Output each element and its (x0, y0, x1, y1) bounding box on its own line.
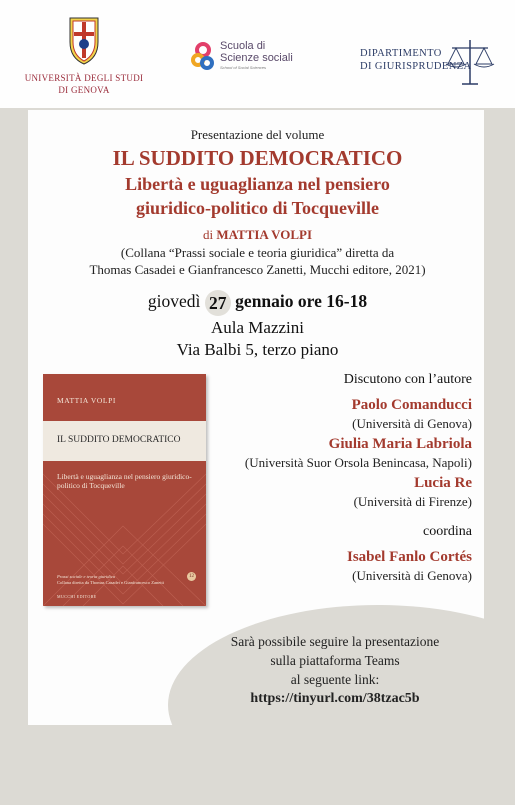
date-rest: gennaio ore 16-18 (235, 291, 368, 312)
dipartimento-line1: DIPARTIMENTO (360, 48, 442, 59)
cover-title: IL SUDDITO DEMOCRATICO (57, 435, 181, 445)
chair-heading: coordina (423, 524, 472, 539)
discussant-affiliation: (Università Suor Orsola Benincasa, Napoli) (244, 455, 472, 470)
scuola-line2: Scienze sociali (220, 52, 293, 64)
day-label: giovedì (147, 291, 201, 312)
cover-pattern (43, 374, 206, 606)
book-cover (43, 374, 206, 606)
intro-text: Presentazione del volume (190, 127, 325, 142)
cover-subtitle: Libertà e uguaglianza nel pensiero giuridico-politico di Tocqueville (57, 472, 192, 490)
chair-affiliation: (Università di Genova) (352, 568, 472, 583)
scuola-logo (190, 40, 330, 80)
unige-logo (24, 14, 144, 94)
justice-figure-icon (440, 34, 500, 94)
footer-line3: al seguente link: (290, 672, 380, 687)
discussant-name: Giulia Maria Labriola (328, 436, 472, 452)
scuola-swirl-icon (190, 42, 216, 72)
teams-link[interactable]: https://tinyurl.com/38tzac5b (250, 691, 420, 706)
footer-line1: Sarà possibile seguire la presentazione (230, 634, 440, 649)
discussant-affiliation: (Università di Genova) (352, 416, 472, 431)
discussant-name: Lucia Re (414, 475, 472, 491)
unige-name-line2: DI GENOVA (58, 85, 110, 95)
header-bar (0, 0, 515, 108)
chair-name: Isabel Fanlo Cortés (347, 549, 472, 565)
discussants-heading: Discutono con l’autore (343, 372, 472, 387)
by-label: di (202, 227, 214, 242)
unige-name-line1: UNIVERSITÀ DEGLI STUDI (24, 73, 144, 83)
book-subtitle-line2: giuridico-politico di Tocqueville (135, 198, 380, 218)
scuola-line3: School of Social Sciences (220, 65, 267, 70)
cover-series-name: Prassi sociale e teoria giuridica (57, 574, 115, 579)
dipartimento-line2: DI GIURISPRUDENZA (360, 61, 472, 72)
unige-crest-icon (64, 14, 104, 66)
date-number: 27 (205, 290, 231, 316)
book-subtitle-line1: Libertà e uguaglianza nel pensiero (125, 174, 390, 194)
series-line1: (Collana “Prassi sociale e teoria giuridica” diretta da (120, 245, 395, 260)
discussant-name: Paolo Comanducci (351, 397, 472, 413)
series-line2: Thomas Casadei e Gianfrancesco Zanetti, Mucchi editore, 2021) (89, 262, 426, 277)
scuola-line1: Scuola di (220, 40, 266, 52)
cover-author: MATTIA VOLPI (57, 396, 116, 405)
author-line (0, 227, 515, 243)
author-name: MATTIA VOLPI (216, 227, 313, 242)
room-text: Aula Mazzini (211, 318, 304, 337)
date-line (0, 290, 515, 316)
cover-series (57, 574, 164, 586)
cover-publisher: MUCCHI EDITORE (57, 594, 97, 599)
dipartimento-logo (360, 34, 500, 94)
cover-title-band (43, 421, 206, 461)
discussant-affiliation: (Università di Firenze) (353, 494, 472, 509)
footer-line2: sulla piattaforma Teams (270, 653, 400, 668)
address-text: Via Balbi 5, terzo piano (176, 340, 339, 359)
cover-series-editors: Collana diretta da Thomas Casadei e Gianfrancesco Zanetti (57, 580, 165, 585)
book-title: IL SUDDITO DEMOCRATICO (112, 146, 403, 170)
cover-series-number: 12 (189, 574, 194, 579)
